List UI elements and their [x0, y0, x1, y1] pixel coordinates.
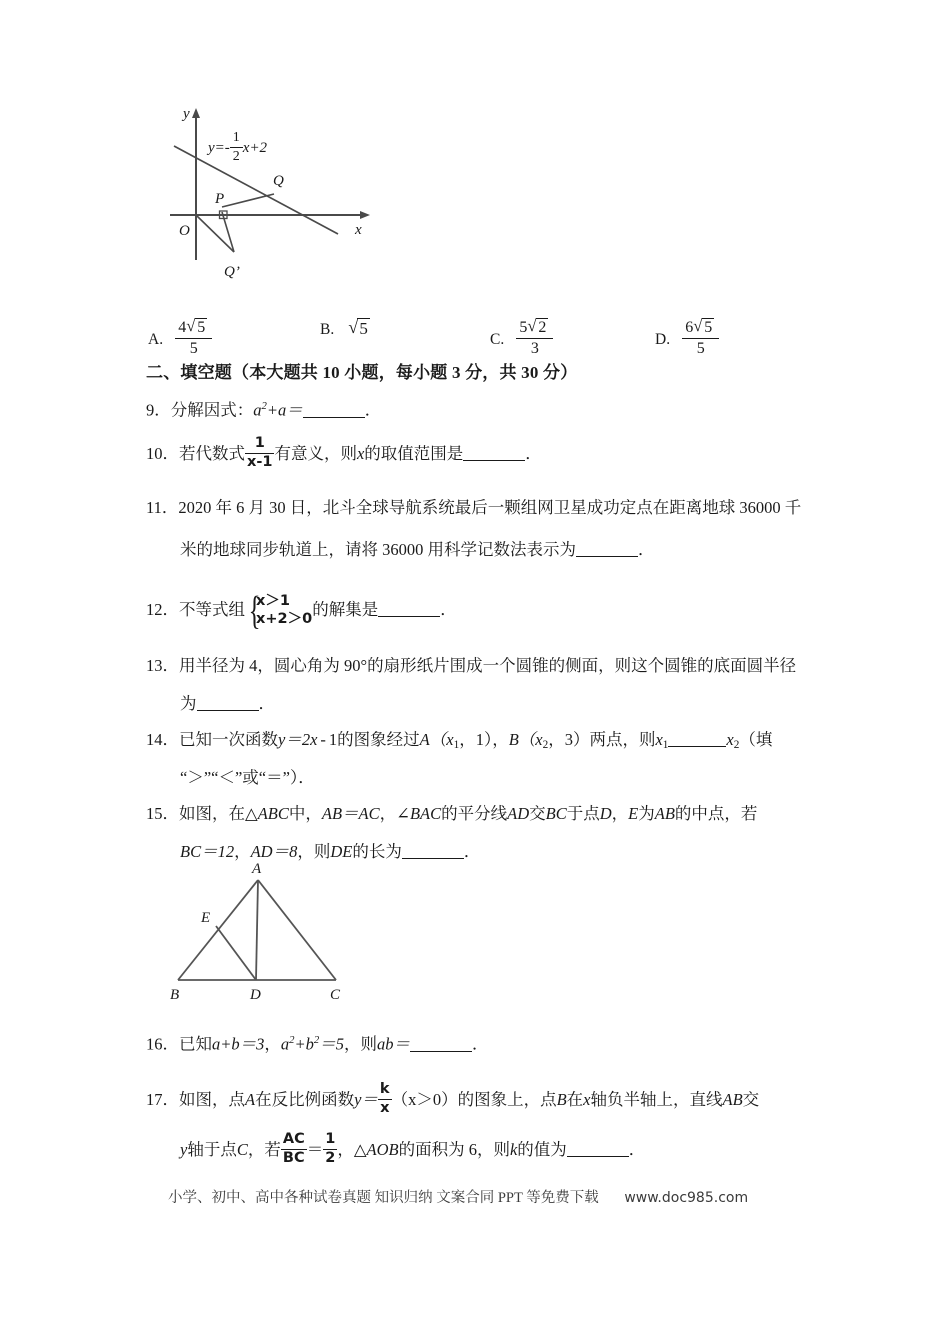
question-12-number: 12．	[146, 600, 179, 619]
option-d-denominator: 5	[696, 339, 705, 357]
option-b[interactable]	[320, 318, 372, 339]
question-9-variable: a	[253, 400, 262, 420]
question-12-prompt: 不等式组	[179, 600, 245, 619]
option-c-numerator	[516, 318, 553, 339]
question-16-exponent-2: 2	[313, 1034, 320, 1046]
question-16-equation-3: ab＝	[377, 1034, 410, 1054]
question-17-text-l2e: 的值为	[517, 1140, 567, 1159]
question-15-ab-eq-ac: AB＝AC	[321, 804, 380, 823]
question-14-point-a-rest: ，1），	[459, 730, 509, 749]
question-17-k-variable: k	[509, 1140, 518, 1159]
question-16-equation-1: a+b＝3	[212, 1034, 265, 1054]
question-14-x1-subscript: 1	[662, 738, 669, 751]
question-12-inequality-1: x＞1	[256, 593, 290, 610]
triangle-label-c: C	[330, 987, 341, 1003]
option-a-label: A.	[148, 331, 164, 349]
option-a-value	[175, 318, 212, 358]
graph-y-axis-label: y	[183, 106, 190, 122]
question-15-text-i: 的中点，若	[674, 804, 758, 823]
question-9-expression-tail: +a＝	[266, 400, 303, 420]
question-17-equals: ＝	[306, 1140, 324, 1159]
question-17-area-text: 的面积为 6，则	[398, 1140, 510, 1159]
question-17-period: ．	[628, 1140, 646, 1159]
option-d-radicand: 5	[704, 319, 713, 336]
question-10-text-after: 的取值范围是	[364, 444, 464, 463]
graph-x-axis-label: x	[355, 222, 362, 238]
question-17-domain: （x＞0）的图象上，点	[391, 1090, 557, 1109]
question-15-answer-blank[interactable]	[402, 858, 464, 859]
question-14-x2-subscript: 2	[733, 738, 740, 751]
question-14-function: y＝2x	[278, 730, 318, 749]
option-a-coefficient: 4	[178, 319, 187, 336]
question-11-line-1	[146, 490, 801, 526]
question-17-ratio-numerator: AC	[281, 1132, 307, 1150]
graph-origin-label: O	[179, 223, 190, 239]
graph-line-equation-label	[208, 130, 267, 164]
triangle-label-d: D	[250, 987, 261, 1003]
question-10-period: ．	[525, 444, 542, 463]
question-13-number: 13．	[146, 656, 179, 675]
question-9	[146, 388, 381, 429]
question-14-x1: x	[655, 730, 663, 749]
question-11-period: ．	[638, 540, 655, 559]
question-12	[146, 587, 457, 633]
linear-function-graph	[152, 100, 392, 290]
question-16	[146, 1022, 489, 1063]
question-17-x-axis: x	[583, 1090, 591, 1109]
question-17-fraction-denominator: x	[380, 1100, 390, 1117]
triangle-label-b: B	[170, 987, 180, 1003]
question-9-answer-blank[interactable]	[303, 417, 365, 418]
question-11-text-line-1: 2020 年 6 月 30 日，北斗全球导航系统最后一颗组网卫星成功定点在距离地球 36000 千	[178, 498, 802, 517]
question-14-constant: 1	[328, 730, 338, 749]
graph-point-qprime-label: Q’	[224, 264, 240, 280]
question-11-text-line-2: 米的地球同步轨道上，请将 36000 用科学记数法表示为	[180, 540, 576, 559]
question-17-number: 17．	[146, 1090, 179, 1109]
question-10-fraction-numerator: 1	[245, 436, 274, 454]
question-14-prompt: 已知一次函数	[179, 730, 278, 749]
question-14-point-b-rest: ，3）两点，则	[548, 730, 656, 749]
question-17-ratio-denominator: BC	[282, 1150, 305, 1167]
question-10-fraction-denominator: x-1	[247, 454, 273, 471]
question-13-line-1	[146, 648, 796, 684]
question-14-line-2	[180, 760, 315, 796]
footer-description: 小学、初中、高中各种试卷真题 知识归纳 文案合同 PPT 等免费下载	[168, 1190, 599, 1206]
question-15-angle-bac: BAC	[409, 804, 442, 823]
question-14-x2: x	[726, 730, 734, 749]
question-15-text-l2b: ，则	[297, 842, 331, 861]
question-17-prompt: 如图，点	[179, 1090, 245, 1109]
question-15-text-e: 交	[529, 804, 546, 823]
triangle-label-a: A	[252, 861, 262, 877]
option-c-coefficient: 5	[519, 319, 528, 336]
option-b-radical-icon	[348, 318, 372, 339]
triangle-label-e: E	[201, 910, 211, 926]
question-15-ad-value: AD＝8	[250, 842, 298, 861]
section-heading: 二、填空题（本大题共 10 小题，每小题 3 分，共 30 分）	[146, 363, 578, 382]
question-16-term-a: a	[280, 1034, 290, 1054]
option-a-denominator: 5	[189, 339, 198, 357]
question-17-text-l2b: ，若	[247, 1140, 281, 1159]
question-16-prompt: 已知	[179, 1034, 212, 1054]
question-15-comma: ，	[234, 842, 251, 861]
question-17-ratio-ac-bc	[281, 1132, 307, 1167]
question-17-text-d: 在	[566, 1090, 584, 1109]
option-c-radical-icon	[527, 318, 550, 337]
question-17-y-axis: y	[180, 1140, 188, 1159]
question-17-line-1	[146, 1082, 759, 1118]
question-12-inequality-system	[245, 587, 313, 633]
option-a[interactable]	[148, 318, 212, 358]
question-10-number: 10．	[146, 444, 179, 463]
question-9-exponent: 2	[261, 400, 267, 412]
question-14-minus: -	[320, 730, 326, 749]
option-d-coefficient: 6	[685, 319, 694, 336]
question-17-ratio-value-denominator: 2	[325, 1150, 336, 1167]
question-16-term-b: +b	[294, 1034, 314, 1054]
question-17-text-b: 在反比例函数	[255, 1090, 355, 1109]
graph-point-q-label: Q	[273, 173, 284, 189]
question-17-point-b: B	[556, 1090, 567, 1109]
question-15-period: ．	[463, 842, 481, 861]
question-15-segment-ad: AD	[507, 804, 530, 823]
question-16-answer-blank[interactable]	[410, 1051, 472, 1052]
question-17-answer-blank[interactable]	[567, 1156, 629, 1157]
question-17-function-y: y＝	[354, 1090, 378, 1109]
footer-url[interactable]: www.doc985.com	[624, 1190, 749, 1206]
question-14-point-b-subscript: 2	[542, 738, 549, 751]
question-14-point-b: B	[508, 730, 519, 749]
option-c-denominator: 3	[530, 339, 539, 357]
question-15-number: 15．	[146, 804, 179, 823]
question-14-text-tail: （填	[739, 730, 773, 749]
question-17-text-e: 轴负半轴上，直线	[590, 1090, 723, 1109]
option-d-label: D.	[655, 331, 671, 349]
question-14-point-b-args: （x	[518, 730, 543, 749]
question-15-segment-ab: AB	[654, 804, 675, 823]
question-15-text-d: 的平分线	[441, 804, 508, 823]
question-15-segment-bc: BC	[545, 804, 567, 823]
equation-fraction	[230, 130, 243, 164]
option-c[interactable]	[490, 318, 553, 358]
question-16-comma-2: ，则	[344, 1034, 377, 1054]
question-14-text-b: 的图象经过	[337, 730, 420, 749]
option-a-numerator	[175, 318, 212, 339]
question-10-variable: x	[356, 444, 365, 463]
question-11-answer-blank[interactable]	[576, 556, 638, 557]
question-17-text-l2c: ，△	[337, 1140, 367, 1159]
question-17-fraction-k-over-x	[378, 1082, 392, 1117]
question-17-triangle-aob: AOB	[366, 1140, 399, 1159]
equation-fraction-numerator: 1	[230, 130, 243, 148]
question-12-period: ．	[440, 600, 457, 619]
option-d-radical-icon	[693, 318, 716, 337]
question-15-point-e: E	[628, 804, 639, 823]
question-15-line-1	[146, 796, 757, 832]
question-13-text-line-2: 为	[180, 694, 197, 713]
question-17-text-f: 交	[742, 1090, 760, 1109]
question-14-answer-blank[interactable]	[668, 746, 726, 747]
question-16-period: ．	[472, 1034, 489, 1054]
question-11-number: 11．	[146, 498, 179, 517]
option-b-label: B.	[320, 321, 335, 338]
question-13-answer-blank[interactable]	[197, 710, 259, 711]
question-9-prompt: 分解因式：	[170, 400, 254, 420]
option-a-radicand: 5	[197, 319, 206, 336]
option-d-numerator	[682, 318, 719, 339]
question-15-segment-de: DE	[330, 842, 353, 861]
question-13-text-line-1: 用半径为 4，圆心角为 90°的扇形纸片围成一个圆锥的侧面，则这个圆锥的底面圆半径	[179, 656, 797, 675]
question-15-text-c: ，∠	[379, 804, 410, 823]
option-b-radicand: 5	[359, 319, 368, 338]
question-15-text-l2c: 的长为	[352, 842, 402, 861]
graph-point-p-label: P	[215, 191, 225, 207]
question-14-number: 14．	[146, 730, 179, 749]
question-15-bc-value: BC＝12	[180, 842, 235, 861]
triangle-abc-figure	[168, 858, 368, 1008]
question-13-line-2	[180, 686, 275, 722]
question-13-period: ．	[258, 694, 275, 713]
question-12-text-after: 的解集是	[312, 600, 379, 619]
equation-fraction-denominator: 2	[232, 148, 240, 164]
option-c-value	[516, 318, 553, 358]
question-17-line-2	[180, 1132, 645, 1168]
question-10	[146, 436, 542, 472]
question-17-fraction-numerator: k	[378, 1082, 392, 1100]
question-14-line-1	[146, 722, 772, 763]
question-10-fraction	[245, 436, 274, 471]
question-17-line-ab: AB	[722, 1090, 743, 1109]
option-a-radical-icon	[186, 318, 209, 337]
question-12-answer-blank[interactable]	[378, 616, 440, 617]
question-15-triangle-abc: ABC	[257, 804, 289, 823]
option-d[interactable]	[655, 318, 719, 358]
question-14-point-a-args: （x	[429, 730, 454, 749]
question-17-point-a: A	[245, 1090, 256, 1109]
option-d-value	[682, 318, 719, 358]
question-17-ratio-value-numerator: 1	[323, 1132, 337, 1150]
equation-suffix: x+2	[242, 139, 268, 156]
question-15-text-f: 于点	[566, 804, 600, 823]
question-17-ratio-value	[323, 1132, 337, 1167]
left-brace-icon: {	[248, 587, 261, 633]
question-10-text-mid: 有意义，则	[274, 444, 357, 463]
question-15-text-h: 为	[638, 804, 655, 823]
question-17-text-l2a: 轴于点	[187, 1140, 237, 1159]
question-16-comma-1: ，	[264, 1034, 281, 1054]
question-14-point-a: A	[419, 730, 430, 749]
option-c-label: C.	[490, 331, 505, 349]
option-c-radicand: 2	[538, 319, 547, 336]
question-16-exponent-1: 2	[289, 1034, 295, 1046]
question-16-number: 16．	[146, 1034, 179, 1054]
question-17-point-c: C	[236, 1140, 248, 1159]
question-12-inequality-2: x+2＞0	[256, 610, 313, 627]
question-15-text-g: ，	[611, 804, 629, 823]
equation-prefix: y=-	[208, 139, 230, 156]
question-11-line-2	[180, 532, 655, 568]
question-16-equation-2-tail: ＝5	[319, 1034, 344, 1054]
question-15-prompt: 如图，在△	[179, 804, 258, 823]
question-10-answer-blank[interactable]	[463, 460, 525, 461]
footer-watermark	[168, 1186, 748, 1207]
question-14-point-a-subscript: 1	[453, 738, 460, 751]
question-15-point-d: D	[599, 804, 612, 823]
question-10-prompt: 若代数式	[179, 444, 245, 463]
question-15-text-b: 中，	[288, 804, 322, 823]
question-9-number: 9．	[146, 400, 171, 420]
question-14-text-line-2: “＞”“＜”或“＝”）．	[180, 768, 315, 787]
question-9-period: ．	[364, 400, 382, 420]
